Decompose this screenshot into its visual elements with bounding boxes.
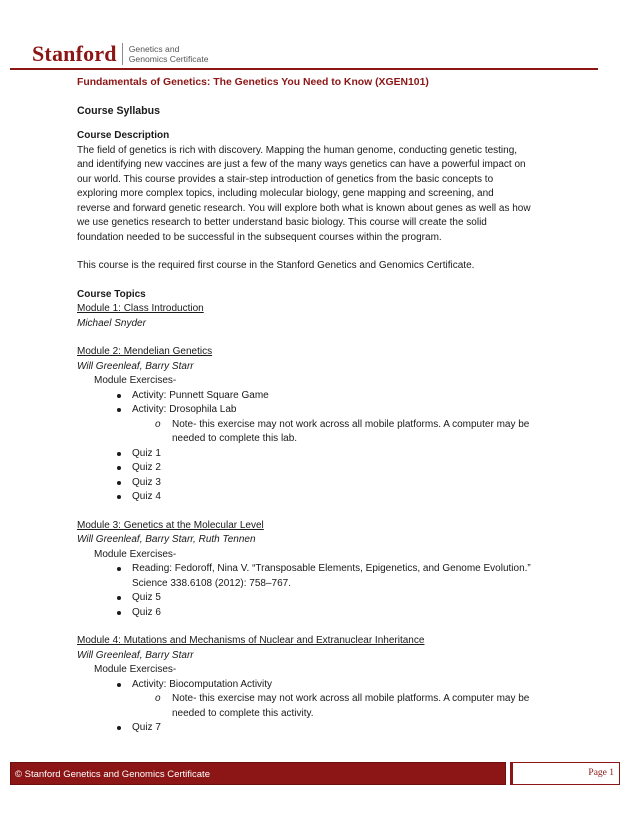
stanford-logo xyxy=(32,38,209,70)
description-heading: Course Description xyxy=(77,130,170,141)
exercise-list xyxy=(77,562,577,620)
description-line: exploring more complex topics, including molecular biology, gene mapping and screening, and xyxy=(77,188,494,199)
description-line: foundation needed to be successful in the subsequent courses within the program. xyxy=(77,231,442,243)
exercise-item: Quiz 1 xyxy=(114,447,577,462)
description-line: The field of genetics is rich with discovery. Mapping the human genome, conducting genetic testing, xyxy=(77,144,518,156)
topics-heading: Course Topics xyxy=(77,288,146,300)
module-title: Module 4: Mutations and Mechanisms of Nuclear and Extranuclear Inheritance xyxy=(77,635,425,646)
description-line: we use genetics research to better understand basic biology. This course will create the solid xyxy=(77,217,487,228)
module-exercises-label: Module Exercises- xyxy=(94,375,177,386)
logo-subtitle-line-2: Genomics Certificate xyxy=(128,54,209,64)
course-title: Fundamentals of Genetics: The Genetics You Need to Know (XGEN101) xyxy=(77,77,429,88)
reading-line: Science 338.6108 (2012): 758–767. xyxy=(132,577,292,589)
module-instructors: Will Greenleaf, Barry Starr xyxy=(77,360,194,372)
exercise-item-label: Activity: Biocomputation Activity xyxy=(132,678,273,690)
module-2 xyxy=(77,345,577,505)
footer-copyright: © Stanford Genetics and Genomics Certificate xyxy=(10,762,506,785)
exercise-sublist xyxy=(132,418,577,447)
module-3 xyxy=(77,519,577,621)
exercise-list xyxy=(77,389,577,505)
exercise-list xyxy=(77,678,577,736)
module-instructors: Will Greenleaf, Barry Starr xyxy=(77,649,194,661)
module-title: Module 3: Genetics at the Molecular Level xyxy=(77,519,264,531)
document-body xyxy=(77,73,577,736)
exercise-note xyxy=(155,692,577,721)
reading-line: Reading: Fedoroff, Nina V. “Transposable Elements, Epigenetics, and Genome Evolution.” xyxy=(132,563,531,574)
required-course-note: This course is the required first course in the Stanford Genetics and Genomics Certificate. xyxy=(77,260,475,271)
note-line: needed to complete this lab. xyxy=(172,433,298,444)
logo-subtitle-line-1: Genetics and xyxy=(128,44,180,54)
description-paragraph xyxy=(77,144,577,246)
exercise-item: Quiz 7 xyxy=(114,721,577,736)
note-line: Note- this exercise may not work across all mobile platforms. A computer may be xyxy=(172,693,530,704)
exercise-item xyxy=(114,403,577,447)
module-instructors: Will Greenleaf, Barry Starr, Ruth Tennen xyxy=(77,534,256,545)
module-exercises-label: Module Exercises- xyxy=(94,548,177,560)
note-line: Note- this exercise may not work across all mobile platforms. A computer may be xyxy=(172,418,530,430)
module-title: Module 1: Class Introduction xyxy=(77,303,204,314)
module-1 xyxy=(77,302,577,331)
module-exercises-label: Module Exercises- xyxy=(94,664,177,675)
logo-subtitle xyxy=(129,44,209,64)
logo-wordmark: Stanford xyxy=(32,41,117,66)
sub-bullet-icon: o xyxy=(155,693,161,704)
description-line: reverse and forward genetic research. You will explore both what is known about genes as well as how xyxy=(77,202,531,214)
exercise-item xyxy=(114,678,577,722)
logo-divider xyxy=(122,43,123,65)
module-4 xyxy=(77,634,577,736)
exercise-item-label: Activity: Drosophila Lab xyxy=(132,404,237,415)
page-footer xyxy=(10,762,620,787)
description-line: and identifying new vaccines are just a few of the many ways genetics can have a powerful impact on xyxy=(77,159,526,170)
exercise-item: Activity: Punnett Square Game xyxy=(114,389,577,404)
exercise-item: Quiz 4 xyxy=(114,490,577,505)
note-line: needed to complete this activity. xyxy=(172,707,314,719)
description-line: our world. This course provides a stair-step introduction of genetics from the basic concepts to xyxy=(77,173,494,185)
exercise-item: Quiz 5 xyxy=(114,591,577,606)
exercise-item: Quiz 3 xyxy=(114,476,577,491)
page-number: Page 1 xyxy=(510,762,620,785)
module-title: Module 2: Mendelian Genetics xyxy=(77,346,213,357)
syllabus-heading: Course Syllabus xyxy=(77,104,161,117)
exercise-sublist xyxy=(132,692,577,721)
header-rule xyxy=(10,68,598,70)
exercise-item: Quiz 6 xyxy=(114,606,577,621)
exercise-note xyxy=(155,418,577,447)
exercise-item: Quiz 2 xyxy=(114,461,577,476)
sub-bullet-icon: o xyxy=(155,418,161,430)
exercise-item xyxy=(114,562,577,591)
module-instructors: Michael Snyder xyxy=(77,317,146,329)
